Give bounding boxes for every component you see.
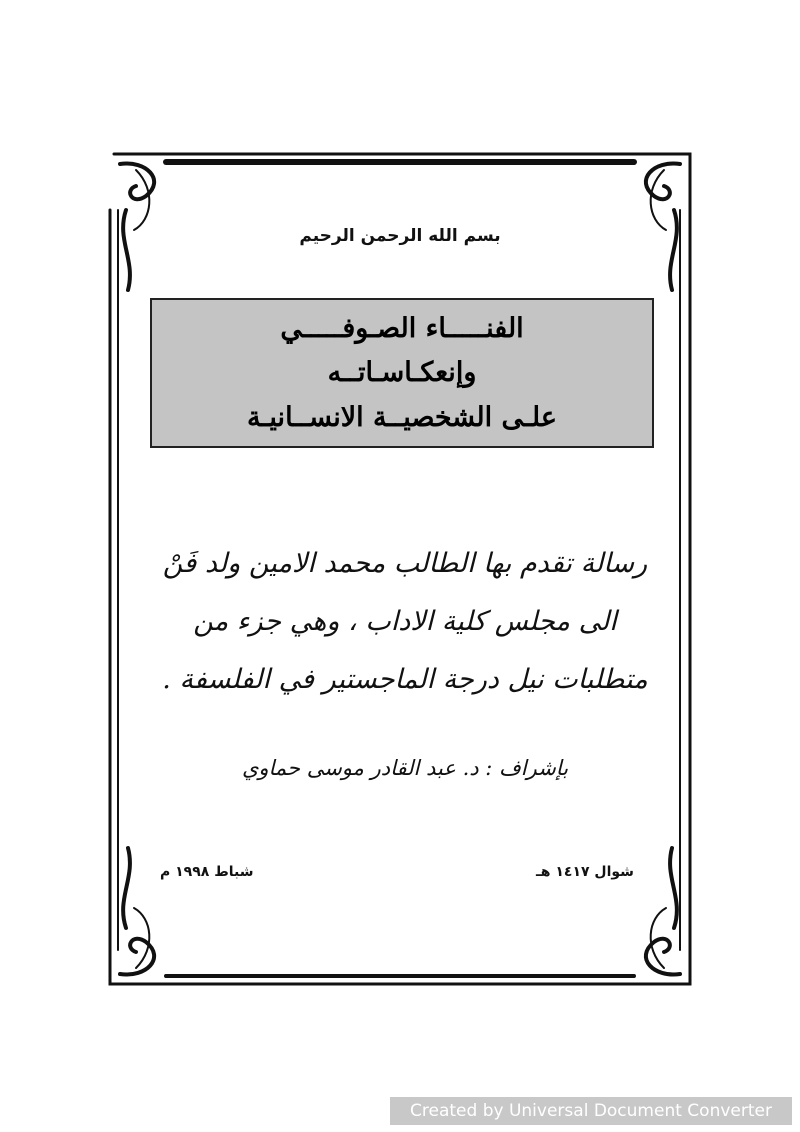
thesis-statement — [150, 535, 660, 709]
watermark: Created by Universal Document Converter — [390, 1097, 792, 1125]
thesis-line-1: رسالة تقدم بها الطالب محمد الامين ولد فَنْ — [162, 548, 648, 579]
title-line-2: وإنعكـاسـاتــه — [327, 357, 477, 389]
date-hijri: شوال ١٤١٧ هـ — [536, 864, 634, 880]
basmala: بسم الله الرحمن الرحيم — [299, 226, 501, 246]
title-line-3: علـى الشخصيــة الانســانيـة — [247, 402, 557, 434]
title-line-1: الفنـــــاء الصـوفـــــي — [280, 312, 524, 344]
date-gregorian: شباط ١٩٩٨ م — [160, 864, 254, 880]
title-box — [150, 298, 654, 448]
thesis-line-3: متطلبات نيل درجة الماجستير في الفلسفة . — [162, 664, 648, 695]
supervisor: بإشراف : د. عبد القادر موسى حماوي — [241, 756, 569, 780]
thesis-line-2: الى مجلس كلية الاداب ، وهي جزء من — [193, 606, 617, 637]
